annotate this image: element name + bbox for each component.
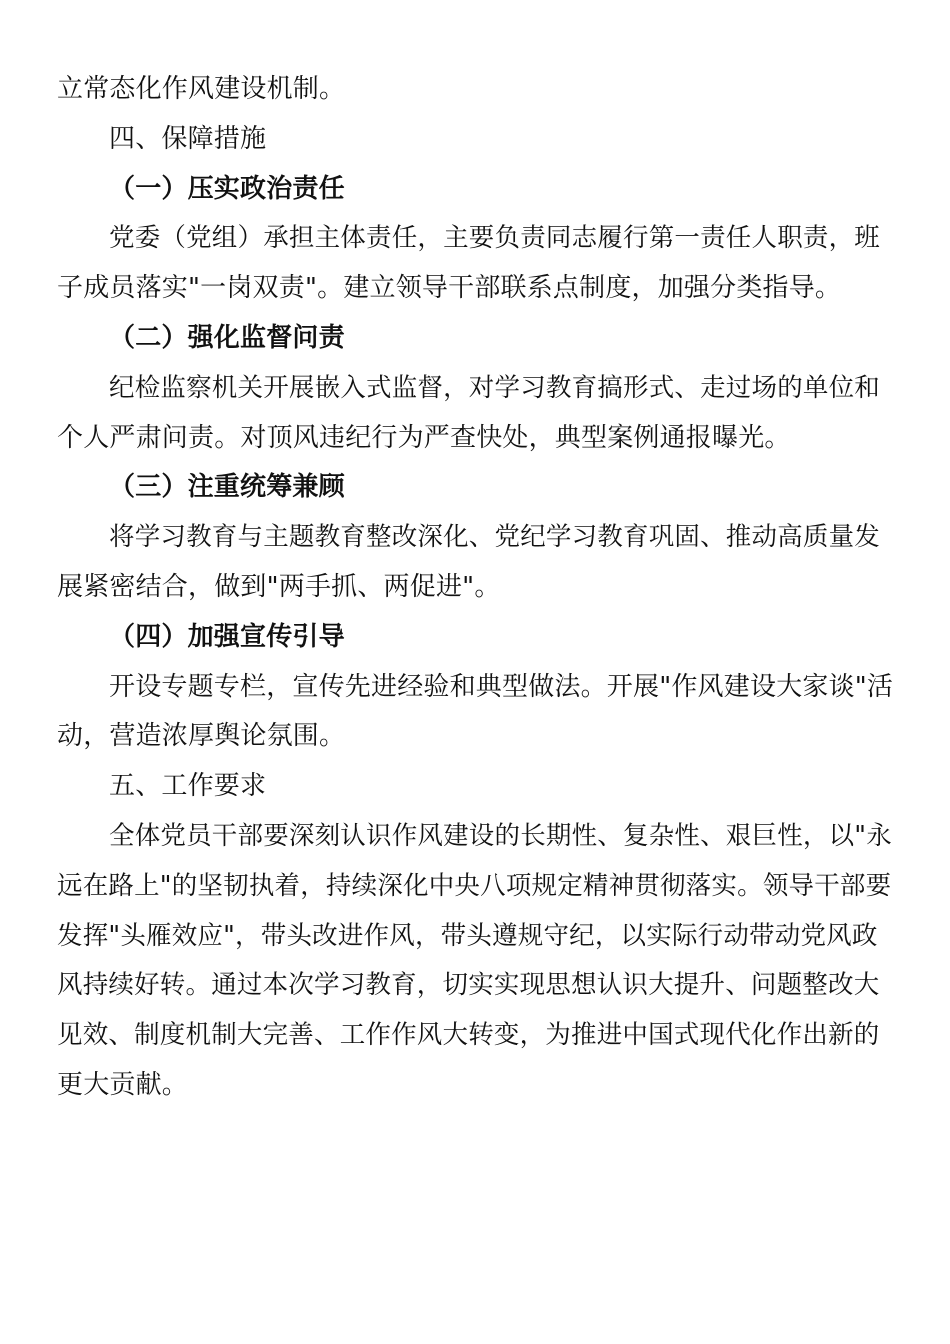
subsection-heading: （一）压实政治责任 xyxy=(109,173,345,204)
text-line: 开设专题专栏，宣传先进经验和典型做法。开展"作风建设大家谈"活 xyxy=(109,671,894,702)
text-line: 更大贡献。 xyxy=(57,1069,189,1100)
section-heading: 四、保障措施 xyxy=(109,123,267,154)
text-line: 全体党员干部要深刻认识作风建设的长期性、复杂性、艰巨性，以"永 xyxy=(109,820,892,851)
text-line: 个人严肃问责。对顶风违纪行为严查快处，典型案例通报曝光。 xyxy=(57,422,791,453)
text-line: 将学习教育与主题教育整改深化、党纪学习教育巩固、推动高质量发 xyxy=(109,522,881,553)
subsection-heading: （三）注重统筹兼顾 xyxy=(109,472,345,503)
text-line: 纪检监察机关开展嵌入式监督，对学习教育搞形式、走过场的单位和 xyxy=(109,372,881,403)
text-line: 动，营造浓厚舆论氛围。 xyxy=(57,721,346,752)
text-line: 展紧密结合，做到"两手抓、两促进"。 xyxy=(57,571,501,602)
text-line: 发挥"头雁效应"，带头改进作风，带头遵规守纪，以实际行动带动党风政 xyxy=(57,920,878,951)
section-heading: 五、工作要求 xyxy=(109,771,267,802)
text-line: 子成员落实"一岗双责"。建立领导干部联系点制度，加强分类指导。 xyxy=(57,273,842,304)
text-line: 远在路上"的坚韧执着，持续深化中央八项规定精神贯彻落实。领导干部要 xyxy=(57,870,892,901)
text-line: 见效、制度机制大完善、工作作风大转变，为推进中国式现代化作出新的 xyxy=(57,1020,880,1051)
document-page xyxy=(57,65,893,1111)
subsection-heading: （四）加强宣传引导 xyxy=(109,621,345,652)
text-line: 风持续好转。通过本次学习教育，切实实现思想认识大提升、问题整改大 xyxy=(57,970,880,1001)
subsection-heading: （二）强化监督问责 xyxy=(109,322,345,353)
text-line: 党委（党组）承担主体责任，主要负责同志履行第一责任人职责，班 xyxy=(109,223,881,254)
text-line: 立常态化作风建设机制。 xyxy=(57,74,346,104)
